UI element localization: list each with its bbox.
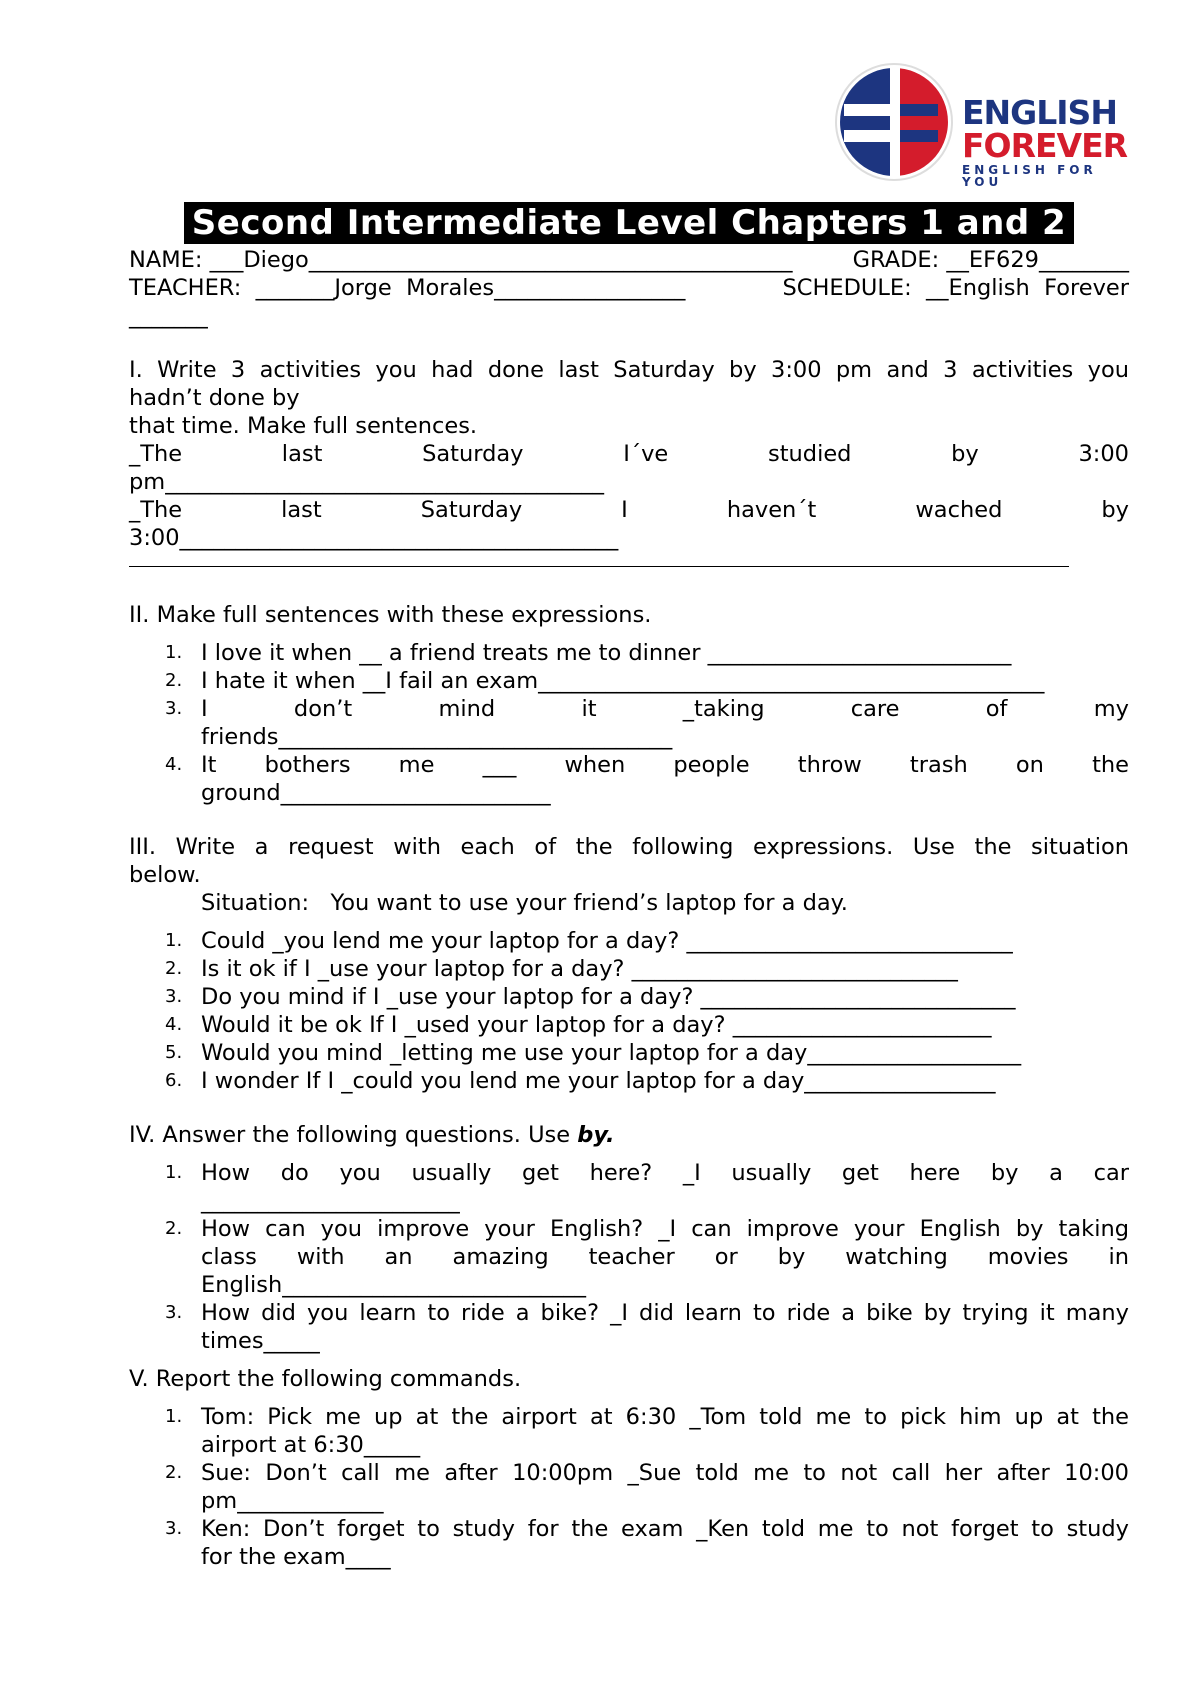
schedule-field: SCHEDULE: __English Forever xyxy=(782,275,1129,301)
list-item xyxy=(129,1515,1129,1571)
item-text-line2: ground________________________ xyxy=(201,780,551,806)
name-field: NAME: ___Diego___________________________________________ xyxy=(129,247,793,273)
section3-heading-line2: below. xyxy=(129,862,201,888)
item-body xyxy=(201,1159,1129,1215)
item-text: Is it ok if I _use your laptop for a day? _____________________________ xyxy=(201,956,958,982)
item-text-line2: friends___________________________________ xyxy=(201,724,673,750)
page-title: Second Intermediate Level Chapters 1 and 2 xyxy=(184,202,1074,244)
spacer xyxy=(129,807,1129,833)
section3-heading-line1: III. Write a request with each of the following expressions. Use the situation xyxy=(129,834,1129,860)
spacer xyxy=(129,1149,1129,1159)
item-text-line3: English___________________________ xyxy=(201,1272,586,1298)
name-grade-row xyxy=(129,246,1129,274)
list-item xyxy=(129,927,1129,955)
list-item xyxy=(129,1011,1129,1039)
item-text: Could _you lend me your laptop for a day? _____________________________ xyxy=(201,928,1013,954)
item-text-line2: airport at 6:30_____ xyxy=(201,1432,421,1458)
section2-list xyxy=(129,639,1129,807)
list-item xyxy=(129,983,1129,1011)
worksheet-body xyxy=(129,246,1129,1571)
section5-heading: V. Report the following commands. xyxy=(129,1366,522,1392)
logo-line-2: FOREVER xyxy=(962,126,1128,165)
item-text-line2: class with an amazing teacher or by watching movies in xyxy=(201,1244,1129,1270)
section3-list xyxy=(129,927,1129,1095)
item-number: 6. xyxy=(165,1070,183,1091)
list-item xyxy=(129,1215,1129,1299)
section4-heading xyxy=(129,1121,1129,1149)
logo-line-1: ENGLISH xyxy=(962,93,1117,132)
list-item xyxy=(129,1459,1129,1515)
item-number: 1. xyxy=(165,930,183,951)
item-number: 2. xyxy=(165,1218,183,1239)
item-text-line1: How did you learn to ride a bike? _I did learn to ride a bike by trying it many xyxy=(201,1300,1129,1326)
item-body xyxy=(201,751,1129,807)
teacher-field: TEACHER: _______Jorge Morales_________________ xyxy=(129,275,686,301)
section1-blank-rule xyxy=(129,552,1069,567)
item-number: 2. xyxy=(165,958,183,979)
item-body xyxy=(201,695,1129,751)
section1-answer1-line2: pm_______________________________________ xyxy=(129,469,604,495)
section1-heading-line3: that time. Make full sentences. xyxy=(129,413,478,439)
list-item xyxy=(129,1403,1129,1459)
section1-answer2-line2: 3:00_______________________________________ xyxy=(129,525,619,551)
item-number: 3. xyxy=(165,1518,183,1539)
section1-heading-line1: I. Write 3 activities you had done last Saturday by 3:00 pm and 3 activities you xyxy=(129,357,1129,383)
item-text-line1: Tom: Pick me up at the airport at 6:30 _Tom told me to pick him up at the xyxy=(201,1404,1129,1430)
item-text-line1: Sue: Don’t call me after 10:00pm _Sue told me to not call her after 10:00 xyxy=(201,1460,1129,1486)
spacer xyxy=(129,330,1129,356)
item-text-line2: pm_____________ xyxy=(201,1488,384,1514)
item-number: 3. xyxy=(165,1302,183,1323)
item-text: Do you mind if I _use your laptop for a day? ____________________________ xyxy=(201,984,1016,1010)
list-item xyxy=(129,1067,1129,1095)
spacer xyxy=(129,1095,1129,1121)
section1-answer1-line1: _The last Saturday I´ve studied by 3:00 xyxy=(129,441,1129,467)
spacer xyxy=(129,1393,1129,1403)
section1-answer2-line1: _The last Saturday I haven´t wached by xyxy=(129,497,1129,523)
item-number: 2. xyxy=(165,670,183,691)
english-forever-logo xyxy=(832,60,1132,190)
item-text: I hate it when __I fail an exam_____________________________________________ xyxy=(201,668,1045,694)
item-text-line1: How can you improve your English? _I can improve your English by taking xyxy=(201,1216,1129,1242)
item-number: 3. xyxy=(165,698,183,719)
item-number: 3. xyxy=(165,986,183,1007)
list-item xyxy=(129,1159,1129,1215)
list-item xyxy=(129,695,1129,751)
grade-field: GRADE: __EF629________ xyxy=(852,247,1129,273)
item-number: 5. xyxy=(165,1042,183,1063)
logo-tagline: ENGLISH FOR YOU xyxy=(962,163,1097,189)
spacer xyxy=(129,629,1129,639)
spacer xyxy=(129,1355,1129,1365)
logo-wordmark xyxy=(962,93,1132,189)
section5-list xyxy=(129,1403,1129,1571)
schedule-continuation: _______ xyxy=(129,303,208,329)
item-text-line2: times_____ xyxy=(201,1328,320,1354)
list-item xyxy=(129,639,1129,667)
section2-heading: II. Make full sentences with these expressions. xyxy=(129,602,652,628)
item-body xyxy=(201,1299,1129,1355)
item-body xyxy=(201,1215,1129,1299)
item-text: Would you mind _letting me use your laptop for a day___________________ xyxy=(201,1040,1022,1066)
teacher-schedule-row xyxy=(129,274,1129,302)
section1-heading-line2: hadn’t done by xyxy=(129,385,300,411)
item-body xyxy=(201,1459,1129,1515)
spacer xyxy=(129,575,1129,601)
item-body xyxy=(201,1515,1129,1571)
item-number: 1. xyxy=(165,1162,183,1183)
item-number: 2. xyxy=(165,1462,183,1483)
item-text-line1: How do you usually get here? _I usually get here by a car xyxy=(201,1160,1129,1186)
spacer xyxy=(129,917,1129,927)
item-text-line1: It bothers me ___ when people throw trash on the xyxy=(201,752,1129,778)
logo-emblem-icon xyxy=(832,60,962,190)
item-text-line2: _______________________ xyxy=(201,1188,460,1214)
list-item xyxy=(129,667,1129,695)
item-number: 4. xyxy=(165,754,183,775)
item-text-line1: I don’t mind it _taking care of my xyxy=(201,696,1129,722)
title-wrap xyxy=(129,202,1129,244)
section4-heading-bold: by. xyxy=(577,1122,615,1148)
item-text: I wonder If I _could you lend me your laptop for a day_________________ xyxy=(201,1068,996,1094)
list-item xyxy=(129,751,1129,807)
item-text-line2: for the exam____ xyxy=(201,1544,391,1570)
list-item xyxy=(129,1299,1129,1355)
list-item xyxy=(129,1039,1129,1067)
section3-situation: Situation: You want to use your friend’s laptop for a day. xyxy=(201,890,848,916)
item-number: 1. xyxy=(165,642,183,663)
section4-list xyxy=(129,1159,1129,1355)
item-number: 1. xyxy=(165,1406,183,1427)
item-body xyxy=(201,1403,1129,1459)
section4-heading-text: IV. Answer the following questions. Use xyxy=(129,1122,578,1148)
item-text: I love it when __ a friend treats me to dinner ___________________________ xyxy=(201,640,1012,666)
item-text: Would it be ok If I _used your laptop for a day? _______________________ xyxy=(201,1012,992,1038)
item-text-line1: Ken: Don’t forget to study for the exam _Ken told me to not forget to study xyxy=(201,1516,1129,1542)
item-number: 4. xyxy=(165,1014,183,1035)
list-item xyxy=(129,955,1129,983)
